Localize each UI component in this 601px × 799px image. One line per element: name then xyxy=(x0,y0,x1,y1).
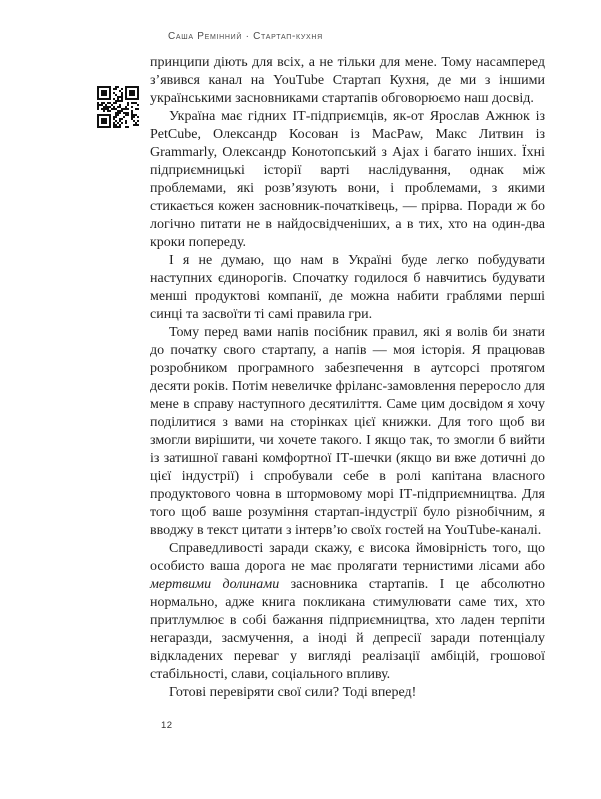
paragraph: Готові перевіряти свої сили? Тоді вперед! xyxy=(169,685,417,700)
paragraph: І я не думаю, що нам в Україні буде легко побудувати наступних єдинорогів. Спочатку годилося б навчитись будувати менші продуктові компанії, де можна набити граблями перші синці та засвоїти ті самі правила гри. xyxy=(150,253,545,322)
paragraph: Тому перед вами напів посібник правил, які я волів би знати до початку свого стартапу, а напів — моя історія. Я працював розробником програмного забезпечення в аутсорсі протягом десяти років. Потім невеличке фріланс-замовлення переросло для мене в справу наступного десятиліття. Саме цим досвідом я хочу поділитися з вами на сторінках цієї книжки. Для того щоб ви змогли вирішити, чи хочете такого. І якщо так, то змогли б вийти із затишної гавані комфортної ІТ-шечки (якщо ви вже дотичні до цієї індустрії) і спробували себе в ролі капітана власного продуктового човна в штормовому морі ІТ-підприємництва. Для того щоб ваше розуміння стартап-індустрії було різнобічним, я вводжу в текст цитати з інтерв’ю своїх гостей на YouTube-каналі. xyxy=(150,325,545,538)
paragraph: Україна має гідних ІТ-підприємців, як-от Ярослав Ажнюк із PetCube, Олександр Косован із MacPaw, Макс Литвин із Grammarly, Олександр Конотопський з Ajax і багато інших. Їхні підприємницькі історії варті наслідування, однак між проблемами, які розв’язують вони, і проблемами, з якими стикається кожен засновник-початківець, — прірва. Поради ж бо логічно питати не в найдосвідченіших, а в тих, хто на один-два кроки попереду. xyxy=(150,109,545,250)
paragraph: принципи діють для всіх, а не тільки для мене. Тому насамперед з’явився канал на YouTube Стартап Кухня, де ми з іншими українськими засновниками стартапів обговорюємо наш досвід. xyxy=(150,55,545,106)
paragraph-text: засновника стартапів. І це абсолютно нормально, адже книга покликана стимулювати саме тих, хто притлумлює в собі бажання підприємництва, хто ладен терпіти негаразди, засмучення, а іноді й депресії заради потенціалу відкладених переваг у вигляді реалізації амбіцій, грошової стабільності, слави, соціального впливу. xyxy=(150,577,545,682)
running-header: Саша Ремінний · Стартап-кухня xyxy=(168,31,323,42)
italic-phrase: мертвими долинами xyxy=(150,577,280,592)
page-number: 12 xyxy=(161,720,173,731)
qr-code-icon xyxy=(97,86,139,128)
page-body-text xyxy=(150,54,545,702)
paragraph xyxy=(150,540,545,684)
paragraph-text: Справедливості заради скажу, є висока ймовірність того, що особисто ваша дорога не має пролягати тернистими лісами або xyxy=(150,541,545,574)
